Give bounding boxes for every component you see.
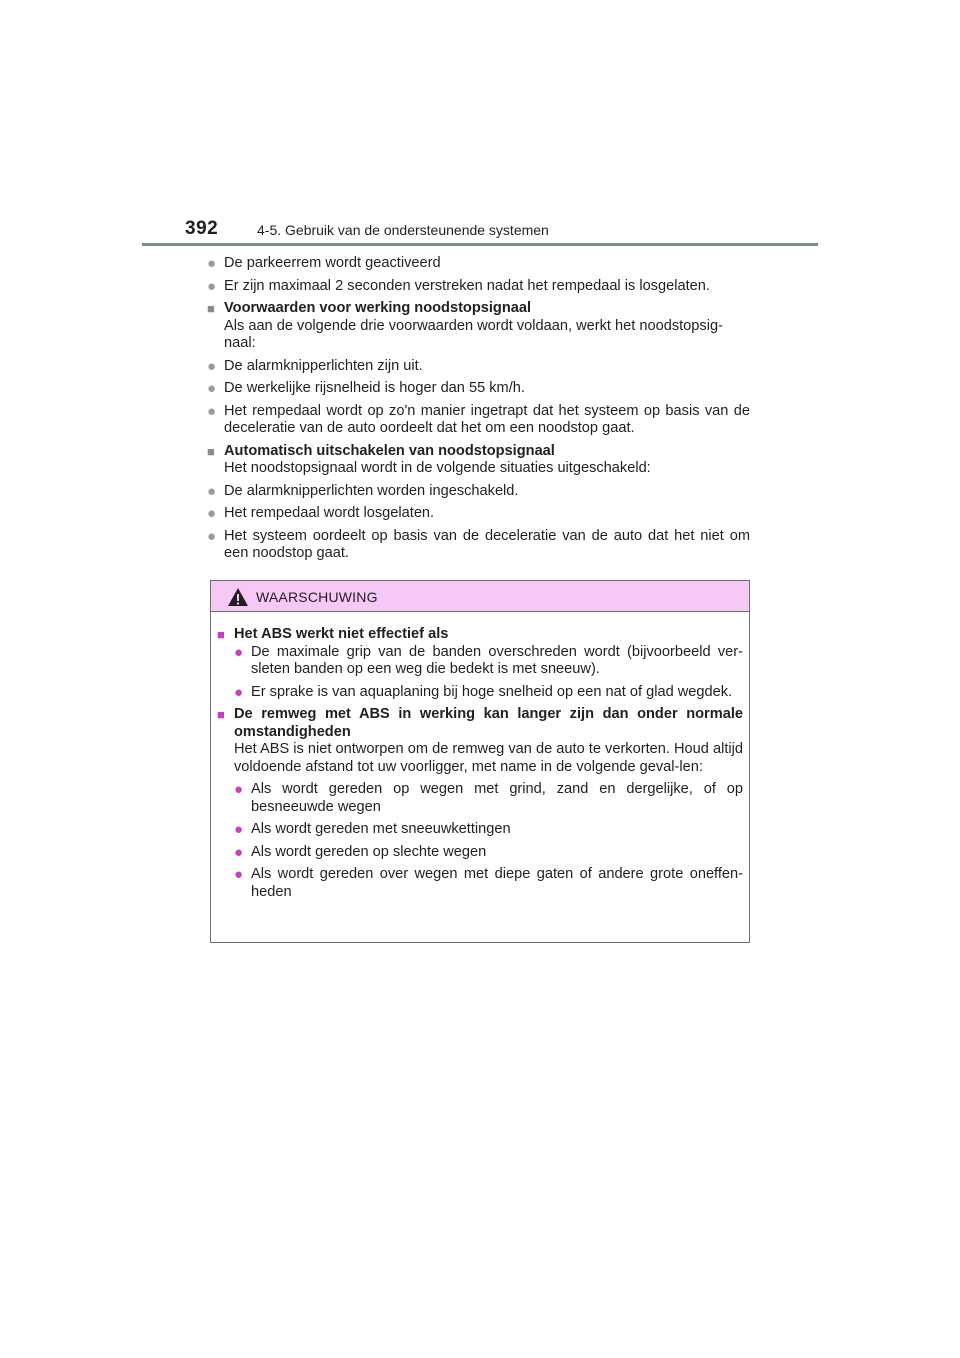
bullet-icon: ● xyxy=(207,357,217,375)
warning-title: WAARSCHUWING xyxy=(256,589,378,605)
braking-distance-list xyxy=(217,781,743,901)
list-item: ● Als wordt gereden op slechte wegen xyxy=(234,843,487,861)
bullet-icon: ● xyxy=(207,527,217,545)
abs-ineffective-list xyxy=(217,644,743,702)
conditions-text: Als aan de volgende drie voorwaarden wordt voldaan, werkt het noodstopsig-naal: xyxy=(224,317,723,351)
list-item: ● Het rempedaal wordt losgelaten. xyxy=(207,505,435,522)
square-bullet-icon: ■ xyxy=(207,443,215,459)
list-item: ● Er zijn maximaal 2 seconden verstreken nadat het rempedaal is losgelaten. xyxy=(207,277,710,295)
bullet-icon: ● xyxy=(234,781,244,798)
square-bullet-icon: ■ xyxy=(207,301,215,316)
list-item: ● Als wordt gereden over wegen met diepe gaten of andere grote oneffen-heden xyxy=(234,866,743,900)
bullet-icon: ● xyxy=(207,402,217,420)
main-content xyxy=(207,255,750,568)
list-item: ● De maximale grip van de banden overschreden wordt (bijvoorbeeld ver-sleten banden op een weg die bedekt is met sneeuw). xyxy=(234,643,743,677)
list-item: ● Het systeem oordeelt op basis van de deceleratie van de auto dat het niet om een noodstop gaat. xyxy=(207,527,750,561)
conditions-heading: ■ Voorwaarden voor werking noodstopsignaal xyxy=(207,300,532,316)
braking-distance-text: Het ABS is niet ontworpen om de remweg van de auto te verkorten. Houd altijd voldoende afstand tot uw voorligger, met name in de volgende geval-len: xyxy=(234,741,743,775)
bullet-icon: ● xyxy=(234,866,244,883)
bullet-icon: ● xyxy=(234,821,244,838)
list-item: ● De werkelijke rijsnelheid is hoger dan 55 km/h. xyxy=(207,380,525,397)
list-item: ● De alarmknipperlichten zijn uit. xyxy=(207,357,423,375)
bullet-icon: ● xyxy=(234,843,244,861)
square-bullet-icon: ■ xyxy=(217,707,225,722)
braking-distance-heading: ■ De remweg met ABS in werking kan langer zijn dan onder normale omstandigheden xyxy=(217,706,743,740)
section-title: 4-5. Gebruik van de ondersteunende systemen xyxy=(257,222,549,238)
abs-ineffective-heading: ■ Het ABS werkt niet effectief als xyxy=(217,626,449,642)
warning-body xyxy=(211,612,749,901)
bullet-icon: ● xyxy=(234,643,244,661)
square-bullet-icon: ■ xyxy=(217,627,225,642)
page-number: 392 xyxy=(185,218,219,239)
auto-off-text: Het noodstopsignaal wordt in de volgende situaties uitgeschakeld: xyxy=(224,460,651,476)
list-item: ● Als wordt gereden met sneeuwkettingen xyxy=(234,821,511,838)
warning-header xyxy=(211,581,749,612)
list-item: ● De parkeerrem wordt geactiveerd xyxy=(207,255,441,272)
bullet-icon: ● xyxy=(234,683,244,701)
bullet-icon: ● xyxy=(207,277,217,295)
list-item: ● Het rempedaal wordt op zo'n manier ingetrapt dat het systeem op basis van de deceleratie van de auto oordeelt dat het om een noodstop gaat. xyxy=(207,402,750,436)
bullet-icon: ● xyxy=(207,380,217,397)
warning-box xyxy=(210,580,750,943)
bullet-icon: ● xyxy=(207,255,217,272)
warning-triangle-icon xyxy=(227,587,249,607)
bullet-icon: ● xyxy=(207,482,217,500)
bullet-icon: ● xyxy=(207,505,217,522)
auto-off-heading: ■ Automatisch uitschakelen van noodstopsignaal xyxy=(207,442,555,459)
list-item: ● Als wordt gereden op wegen met grind, zand en dergelijke, of op besneeuwde wegen xyxy=(234,781,743,815)
list-item: ● Er sprake is van aquaplaning bij hoge snelheid op een nat of glad wegdek. xyxy=(234,683,733,701)
list-item: ● De alarmknipperlichten worden ingeschakeld. xyxy=(207,482,519,500)
header-rule xyxy=(142,243,818,246)
